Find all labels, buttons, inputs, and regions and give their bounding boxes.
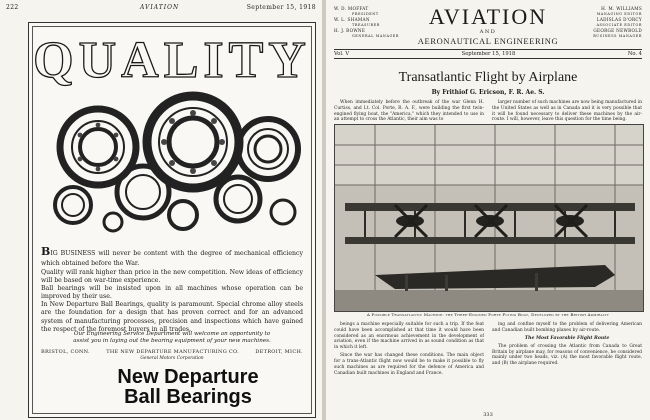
issue-date: September 15, 1918 xyxy=(461,51,516,57)
ad-frame xyxy=(32,26,312,414)
ad-paragraph: Quality will rank higher than price in the new competition. New ideas of efficiency will be based on war-time experience. xyxy=(41,269,303,285)
ad-paragraph: Ball bearings will be insisted upon in all machines whose operation can be improved by their use. xyxy=(41,285,303,301)
article-column: beings a machine especially suitable for such a trip. If the feat could have been accomplished at that time it would have been considered as an enormous achievement in the development of aviation, even if the machine arrived in as sound condition as that in which it left. Since the war has changed these conditions. The main object for a trans-Atlantic flight now would be to make it possible to fly such machines as are required for the defence of America and Canadian built machines in England and France. xyxy=(334,322,484,376)
page-number: 222 xyxy=(6,4,19,11)
page-folio: 333 xyxy=(483,412,493,418)
masthead-staff-right: H. M. WILLIAMS MANAGING EDITOR LADISLAS D'ORCY ASSOCIATE EDITOR GEORGE NEWBOLD BUSINESS MANAGER xyxy=(593,6,642,39)
article-column: ing and confine myself to the problem of delivering American and Canadian built bombing planes by air-route. The Most Favorable Flight Route The problem of crossing the Atlantic from Canada to Great Britain by airplane may, for reasons of convenience, be considered mainly under two heads, viz. (A) the most favorable flight route, and (B) the airplane required. xyxy=(492,322,642,367)
logo-and: AND xyxy=(479,29,497,35)
ad-headline: QUALITY xyxy=(33,32,311,89)
bearing-advertisement xyxy=(28,22,316,418)
running-title: AVIATION xyxy=(140,4,180,11)
ball-bearings-illustration xyxy=(43,87,303,237)
right-page xyxy=(326,0,650,420)
article-title: Transatlantic Flight by Airplane xyxy=(398,70,578,85)
left-page xyxy=(0,0,322,420)
article-column: larger number of such machines are now being manufactured in the United States as well as in Canada and it is very possible that it will be found necessary to deliver these machines by the air-route. I will, however, leave this question for the time being. xyxy=(492,100,642,123)
photo-caption: A Possible Transatlantic Machine: the Three-Engined Porte Flying Boat, Developed by the British Admiralty xyxy=(366,312,610,317)
header-rule-top xyxy=(334,49,642,50)
running-date: September 15, 1918 xyxy=(246,4,316,11)
logo-title: AVIATION xyxy=(428,4,548,29)
article-column: When immediately before the outbreak of the war Glenn H. Curtiss, and Lt. Col. Porte, R. A. F., were building the first twin-engined flying boat, the "America," which they intended to use in an attempt to cross the Atlantic, their aim was to xyxy=(334,100,484,123)
hangar-illustration xyxy=(335,125,643,311)
flying-boat-photo xyxy=(334,124,644,312)
masthead-staff-left: W. D. MOFFAT PRESIDENT W. L. SHAMAN TREASURER H. J. BOWNE GENERAL MANAGER xyxy=(334,6,400,39)
header-rule-bottom xyxy=(334,58,642,59)
ad-paragraph: In New Departure Ball Bearings, quality is paramount. Special chrome alloy steels are the foundation for a design that has proven correct and for an advanced system of manufacturing processes, precision and inspections which have gained the respect of the foremost buyers in all trades. xyxy=(41,301,303,334)
ad-dropcap: B xyxy=(41,245,51,258)
brand-line-2: Ball Bearings xyxy=(124,386,252,409)
article-byline: By Frithiof G. Ericson, F. R. Ae. S. xyxy=(431,89,545,96)
article-subhead: The Most Favorable Flight Route xyxy=(524,335,610,341)
ad-paragraph: BIG BUSINESS will never be content with the degree of mechanical efficiency which obtained before the War. xyxy=(41,245,303,267)
logo-subtitle: AERONAUTICAL ENGINEERING xyxy=(417,36,559,46)
brand-line-1: New Departure xyxy=(117,366,259,388)
issue-number: No. 4 xyxy=(627,51,642,57)
ad-footer-center: THE NEW DEPARTURE MANUFACTURING CO. xyxy=(106,349,240,355)
issue-line xyxy=(334,51,642,57)
issue-volume: Vol. V xyxy=(334,51,350,57)
ad-footer-right: DETROIT, MICH. xyxy=(255,349,303,355)
ad-footer-left: BRISTOL, CONN. xyxy=(41,349,90,355)
brand-logo xyxy=(83,367,293,408)
ad-footer-sub: General Motors Corporation xyxy=(140,356,204,361)
ad-service-note: Our Engineering Service Department will welcome an opportunity to assist you in laying out the bearing equipment of your new machines. xyxy=(73,331,271,345)
ad-footer xyxy=(41,349,303,355)
